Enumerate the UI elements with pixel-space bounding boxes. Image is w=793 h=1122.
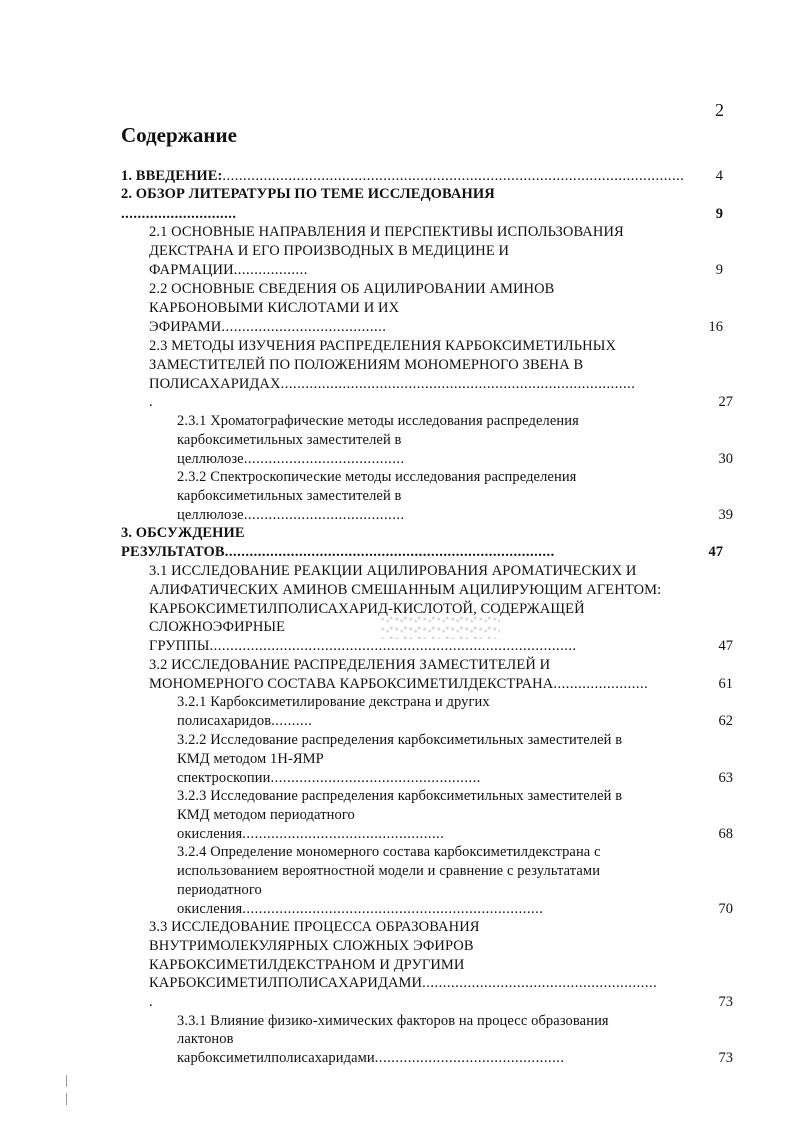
toc-page-number: 47 (718, 638, 733, 654)
toc-entry-line: РЕЗУЛЬТАТОВ................................................................................ (121, 544, 555, 560)
toc-page-number: 61 (718, 676, 733, 692)
toc-page-number: 16 (708, 319, 723, 335)
toc-entry-literature-review[interactable]: 2. ОБЗОР ЛИТЕРАТУРЫ ПО ТЕМЕ ИССЛЕДОВАНИЯ (121, 186, 495, 202)
toc-entry-3-3[interactable]: 3.3 ИССЛЕДОВАНИЕ ПРОЦЕССА ОБРАЗОВАНИЯ (149, 919, 480, 935)
toc-entry-2-3-2[interactable]: 2.3.2 Спектроскопические методы исследования распределения (177, 469, 577, 485)
toc-entry-line: спектроскопии................................................... (177, 770, 481, 786)
toc-entry-line: ЗАМЕСТИТЕЛЕЙ ПО ПОЛОЖЕНИЯМ МОНОМЕРНОГО ЗВЕНА В (149, 357, 584, 373)
toc-page-number: 73 (718, 994, 733, 1010)
page-number: 2 (715, 100, 724, 120)
toc-entry-line: окисления................................................. (177, 826, 445, 842)
toc-entry-line: АЛИФАТИЧЕСКИХ АМИНОВ СМЕШАННЫМ АЦИЛИРУЮЩИМ АГЕНТОМ: (149, 582, 662, 598)
toc-entry-line: лактонов (177, 1031, 234, 1047)
toc-page-number: 27 (718, 394, 733, 410)
toc-page-number: 30 (718, 451, 733, 467)
toc-entry-2-3[interactable]: 2.3 МЕТОДЫ ИЗУЧЕНИЯ РАСПРЕДЕЛЕНИЯ КАРБОКСИМЕТИЛЬНЫХ (149, 338, 617, 354)
toc-entry-3-2-1[interactable]: 3.2.1 Карбоксиметилирование декстрана и других (177, 694, 490, 710)
toc-entry-line: КАРБОКСИМЕТИЛПОЛИСАХАРИДАМИ......................................................... (149, 975, 658, 991)
toc-page-number: 9 (715, 206, 723, 222)
toc-page-number: 70 (718, 901, 733, 917)
toc-entry-line: полисахаридов.......... (177, 713, 313, 729)
toc-entry-line: ФАРМАЦИИ.................. (149, 262, 308, 278)
toc-entry-line: карбоксиметильных заместителей в (177, 488, 402, 504)
toc-entry-line: ЭФИРАМИ........................................ (149, 319, 387, 335)
toc-entry-3-2[interactable]: 3.2 ИССЛЕДОВАНИЕ РАСПРЕДЕЛЕНИЯ ЗАМЕСТИТЕЛЕЙ И (149, 657, 551, 673)
toc-entry-3-2-2[interactable]: 3.2.2 Исследование распределения карбоксиметильных заместителей в (177, 732, 623, 748)
toc-page-number: 63 (718, 770, 733, 786)
toc-entry-line: использованием вероятностной модели и сравнение с результатами (177, 863, 601, 879)
toc-page-number: 4 (715, 168, 723, 184)
toc-entry-2-2[interactable]: 2.2 ОСНОВНЫЕ СВЕДЕНИЯ ОБ АЦИЛИРОВАНИИ АМИНОВ (149, 281, 555, 297)
toc-entry-line: МОНОМЕРНОГО СОСТАВА КАРБОКСИМЕТИЛДЕКСТРАНА....................... (149, 676, 649, 692)
toc-entry-3-1[interactable]: 3.1 ИССЛЕДОВАНИЕ РЕАКЦИИ АЦИЛИРОВАНИЯ АРОМАТИЧЕСКИХ И (149, 563, 637, 579)
margin-mark (66, 1075, 67, 1087)
toc-entry-line: КАРБОКСИМЕТИЛДЕКСТРАНОМ И ДРУГИМИ (149, 957, 465, 973)
toc-entry-line: карбоксиметилполисахаридами.............................................. (177, 1050, 565, 1066)
toc-page-number: 68 (718, 826, 733, 842)
toc-entry-line: целлюлозе....................................... (177, 451, 405, 467)
toc-entry-line: ПОЛИСАХАРИДАХ...................................................................................... (149, 376, 636, 392)
toc-leader-dots: . (149, 394, 153, 410)
toc-entry-2-3-1[interactable]: 2.3.1 Хроматографические методы исследования распределения (177, 413, 579, 429)
page-title: Содержание (121, 123, 237, 147)
toc-entry-line: карбоксиметильных заместителей в (177, 432, 402, 448)
toc-entry-line: КМД методом 1Н-ЯМР (177, 751, 324, 767)
toc-entry-line: СЛОЖНОЭФИРНЫЕ (149, 619, 286, 635)
toc-page-number: 73 (718, 1050, 733, 1066)
toc-entry-line: окисления......................................................................... (177, 901, 544, 917)
toc-entry-line: КАРБОКСИМЕТИЛПОЛИСАХАРИД-КИСЛОТОЙ, СОДЕРЖАЩЕЙ (149, 601, 585, 617)
toc-page-number: 9 (715, 262, 723, 278)
toc-entry-3-2-3[interactable]: 3.2.3 Исследование распределения карбоксиметильных заместителей в (177, 788, 623, 804)
toc-page-number: 47 (708, 544, 723, 560)
toc-entry-3-2-4[interactable]: 3.2.4 Определение мономерного состава карбоксиметилдекстрана с (177, 844, 601, 860)
toc-entry-line: целлюлозе....................................... (177, 507, 405, 523)
toc-entry-line: КМД методом периодатного (177, 807, 355, 823)
toc-entry-line: периодатного (177, 882, 262, 898)
toc-leader-dots: ............................ (121, 206, 237, 222)
margin-mark (66, 1093, 67, 1105)
toc-entry-line: ГРУППЫ......................................................................................... (149, 638, 577, 654)
toc-entry-discussion[interactable]: 3. ОБСУЖДЕНИЕ (121, 525, 245, 541)
toc-entry-line: КАРБОНОВЫМИ КИСЛОТАМИ И ИХ (149, 300, 400, 316)
toc-page-number: 62 (718, 713, 733, 729)
toc-entry-line: ДЕКСТРАНА И ЕГО ПРОИЗВОДНЫХ В МЕДИЦИНЕ И (149, 243, 510, 259)
toc-page-number: 39 (718, 507, 733, 523)
toc-entry-introduction[interactable]: 1. ВВЕДЕНИЕ:................................................................................................................ (121, 168, 685, 184)
toc-entry-2-1[interactable]: 2.1 ОСНОВНЫЕ НАПРАВЛЕНИЯ И ПЕРСПЕКТИВЫ ИСПОЛЬЗОВАНИЯ (149, 224, 624, 240)
toc-entry-3-3-1[interactable]: 3.3.1 Влияние физико-химических факторов на процесс образования (177, 1013, 609, 1029)
toc-entry-line: ВНУТРИМОЛЕКУЛЯРНЫХ СЛОЖНЫХ ЭФИРОВ (149, 938, 474, 954)
toc-leader-dots: . (149, 994, 153, 1010)
